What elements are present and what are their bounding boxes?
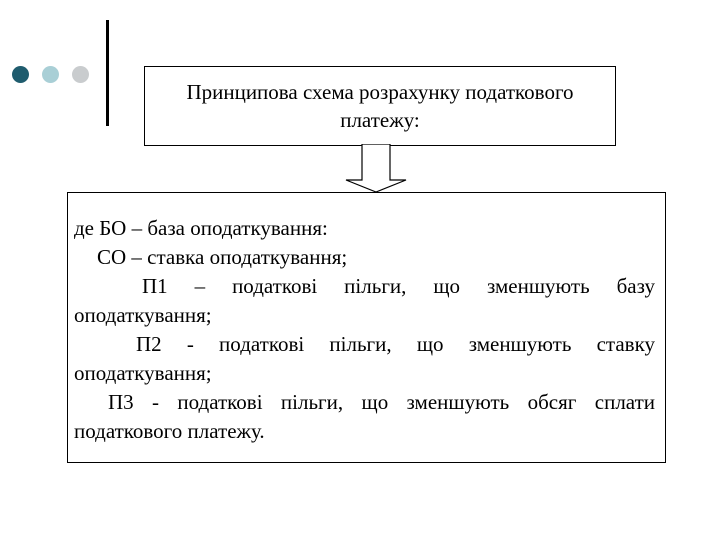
legend-line-bo: де БО – база оподаткування: [74, 216, 328, 240]
scheme-title-line-2: платежу: [340, 108, 420, 132]
decorative-dot-gray [72, 66, 89, 83]
legend-line-p3: П3 - податкові пільги, що зменшують обсяг сплати податкового платежу. [74, 390, 655, 443]
scheme-title-box [144, 66, 616, 146]
legend-line-p2: П2 - податкові пільги, що зменшують ставку оподаткування; [74, 332, 655, 385]
legend-box [67, 192, 666, 463]
down-arrow-icon [344, 144, 408, 194]
scheme-title [186, 78, 573, 134]
decorative-dot-dark [12, 66, 29, 83]
down-arrow-shape [346, 144, 406, 192]
scheme-title-line-1: Принципова схема розрахунку податкового [186, 80, 574, 104]
legend-line-so: СО – ставка оподаткування; [97, 245, 348, 269]
legend-line-p1: П1 – податкові пільги, що зменшують базу оподаткування; [74, 274, 655, 327]
decorative-dot-light [42, 66, 59, 83]
decorative-vertical-line [106, 20, 109, 126]
